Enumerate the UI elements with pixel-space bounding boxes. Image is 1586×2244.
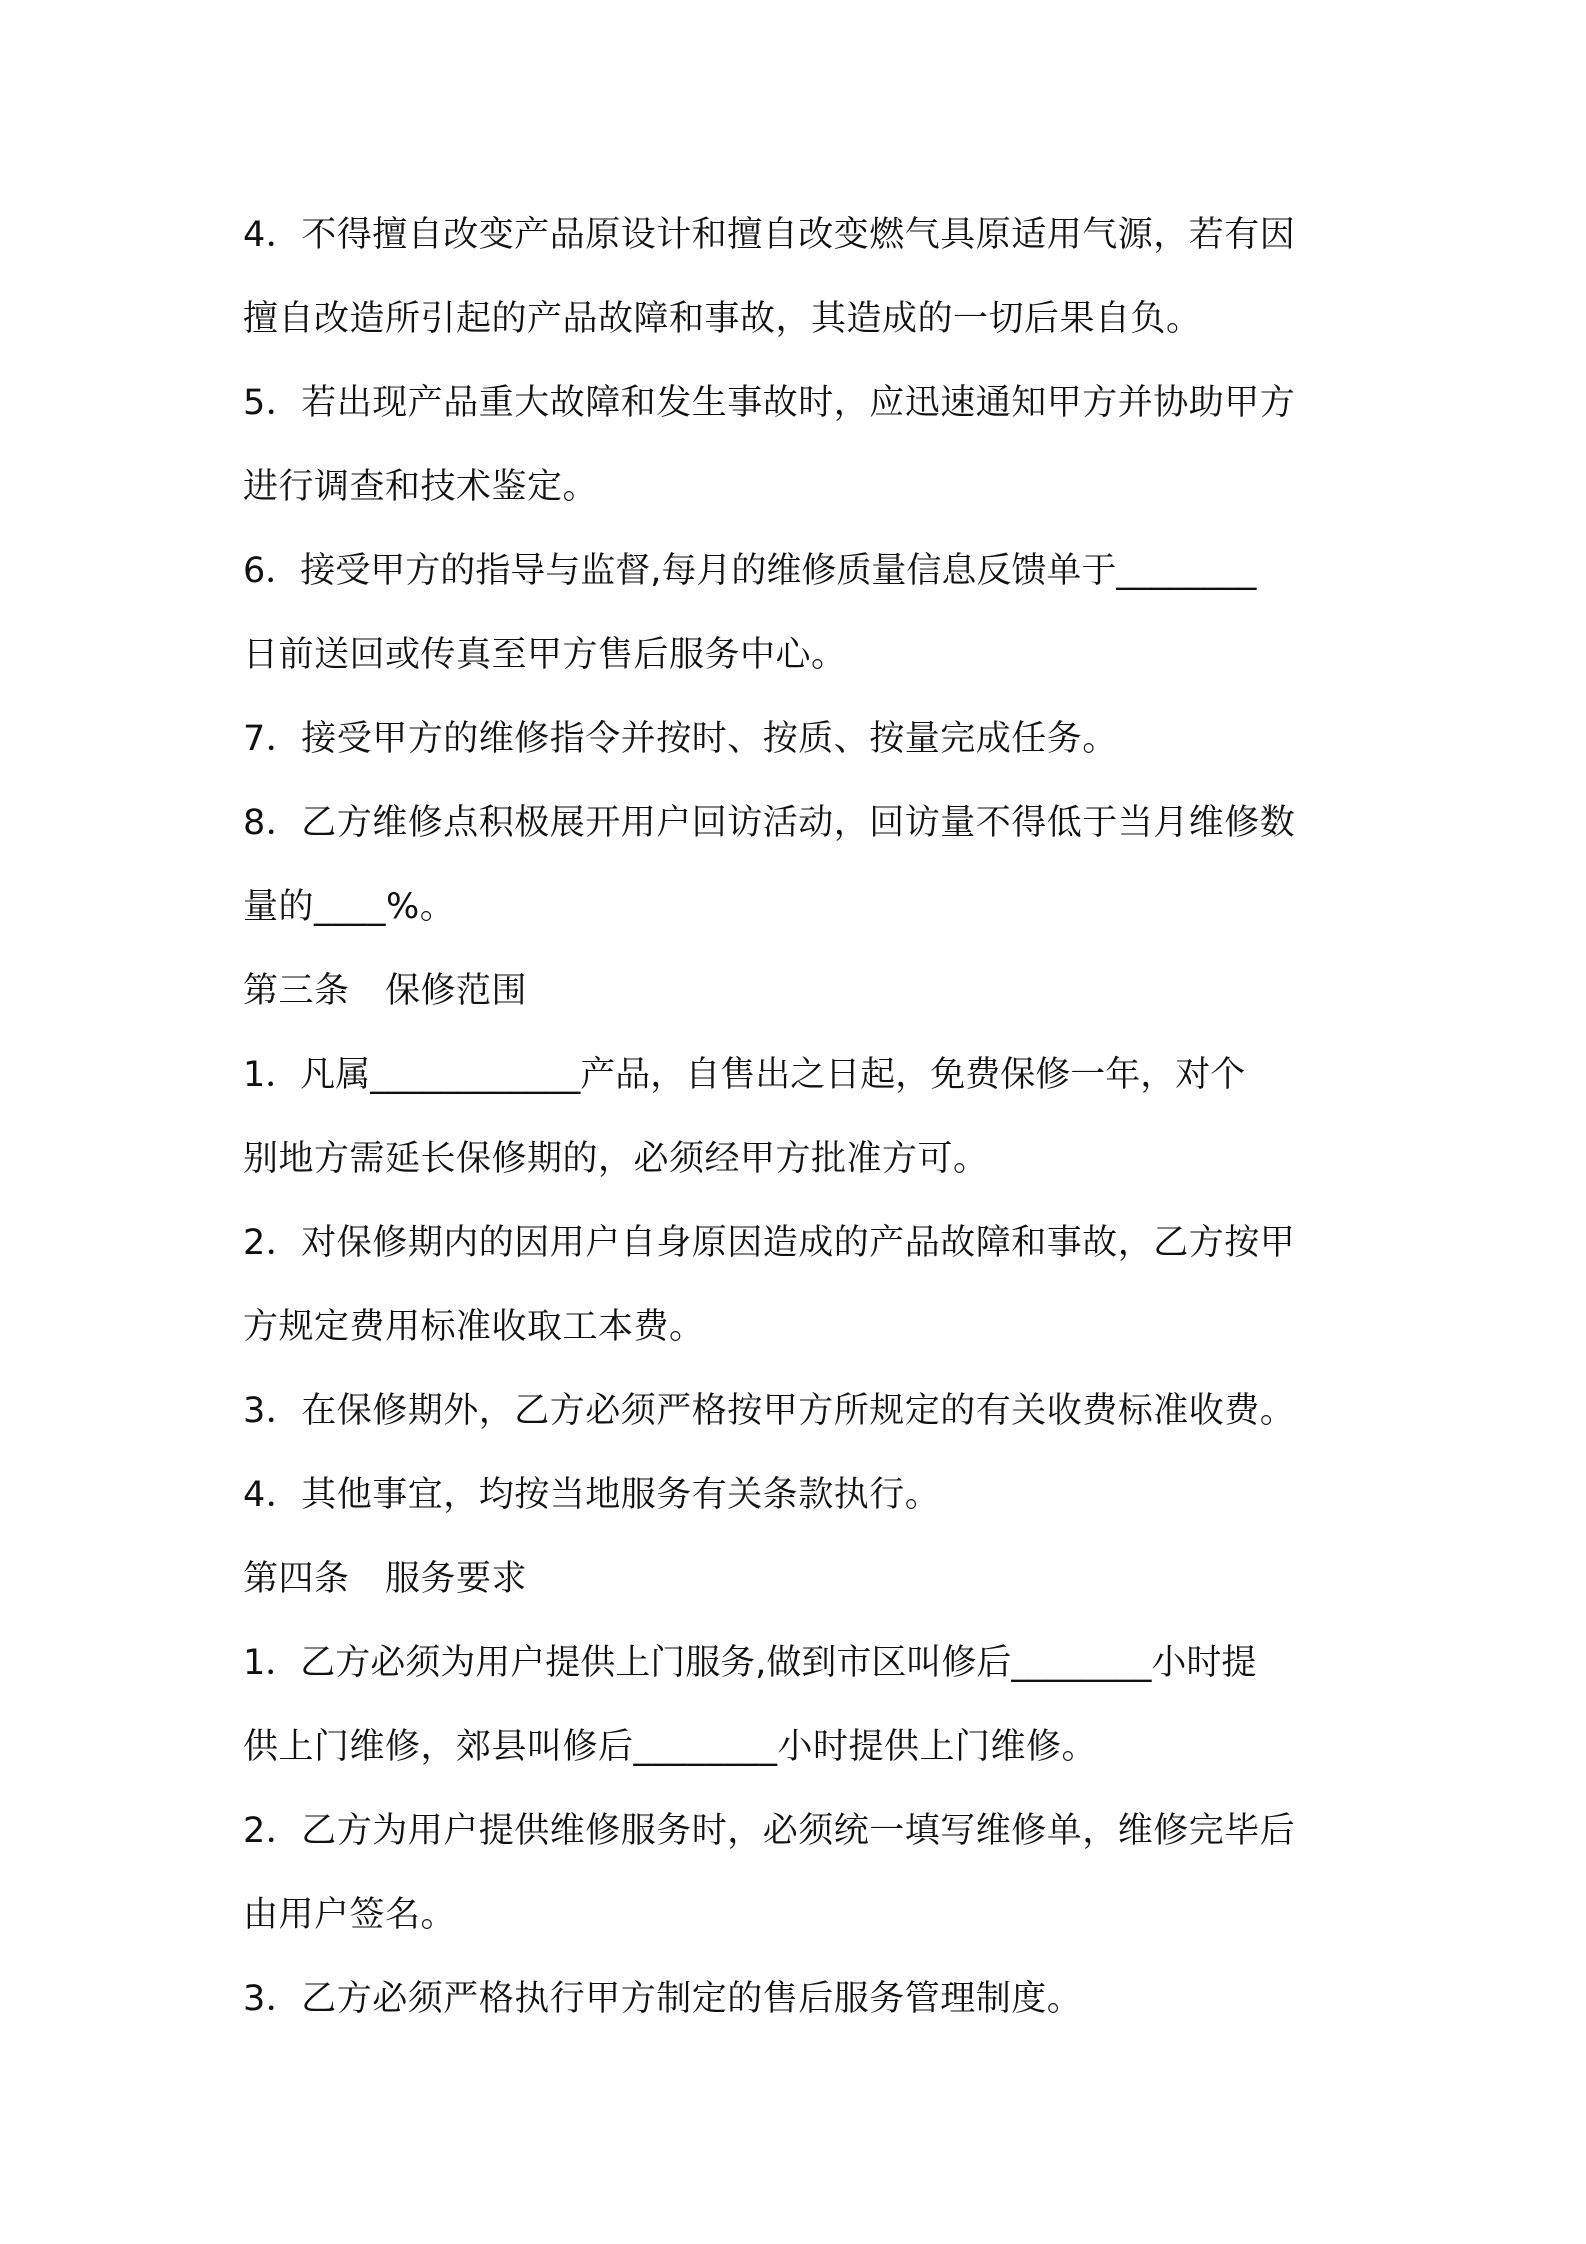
clause-line: 进行调查和技术鉴定。 [243, 467, 599, 507]
clause-line: 1．凡属____________产品，自售出之日起，免费保修一年，对个 [243, 1055, 1246, 1095]
clause-line: 1．乙方必须为用户提供上门服务,做到市区叫修后________小时提 [243, 1643, 1257, 1683]
section-heading-3: 第三条 保修范围 [243, 971, 528, 1011]
clause-line: 2．对保修期内的因用户自身原因造成的产品故障和事故，乙方按甲 [243, 1223, 1296, 1263]
document-body [243, 193, 1355, 2041]
clause-line: 8．乙方维修点积极展开用户回访活动，回访量不得低于当月维修数 [243, 803, 1296, 843]
clause-line: 别地方需延长保修期的，必须经甲方批准方可。 [243, 1139, 989, 1179]
clause-line: 6．接受甲方的指导与监督,每月的维修质量信息反馈单于________ [243, 551, 1257, 591]
clause-line: 日前送回或传真至甲方售后服务中心。 [243, 635, 847, 675]
clause-line: 供上门维修，郊县叫修后________小时提供上门维修。 [243, 1727, 1098, 1767]
clause-line: 量的____%。 [243, 887, 456, 927]
clause-line: 4．其他事宜，均按当地服务有关条款执行。 [243, 1475, 941, 1515]
clause-line: 3．在保修期外，乙方必须严格按甲方所规定的有关收费标准收费。 [243, 1391, 1296, 1431]
section-heading-4: 第四条 服务要求 [243, 1559, 528, 1599]
clause-line: 方规定费用标准收取工本费。 [243, 1307, 705, 1347]
clause-line: 4．不得擅自改变产品原设计和擅自改变燃气具原适用气源，若有因 [243, 215, 1296, 255]
clause-line: 2．乙方为用户提供维修服务时，必须统一填写维修单，维修完毕后 [243, 1811, 1296, 1851]
clause-line: 擅自改造所引起的产品故障和事故，其造成的一切后果自负。 [243, 299, 1202, 339]
clause-line: 由用户签名。 [243, 1895, 457, 1935]
clause-line: 3．乙方必须严格执行甲方制定的售后服务管理制度。 [243, 1979, 1083, 2019]
clause-line: 5．若出现产品重大故障和发生事故时，应迅速通知甲方并协助甲方 [243, 383, 1296, 423]
clause-line: 7．接受甲方的维修指令并按时、按质、按量完成任务。 [243, 719, 1118, 759]
